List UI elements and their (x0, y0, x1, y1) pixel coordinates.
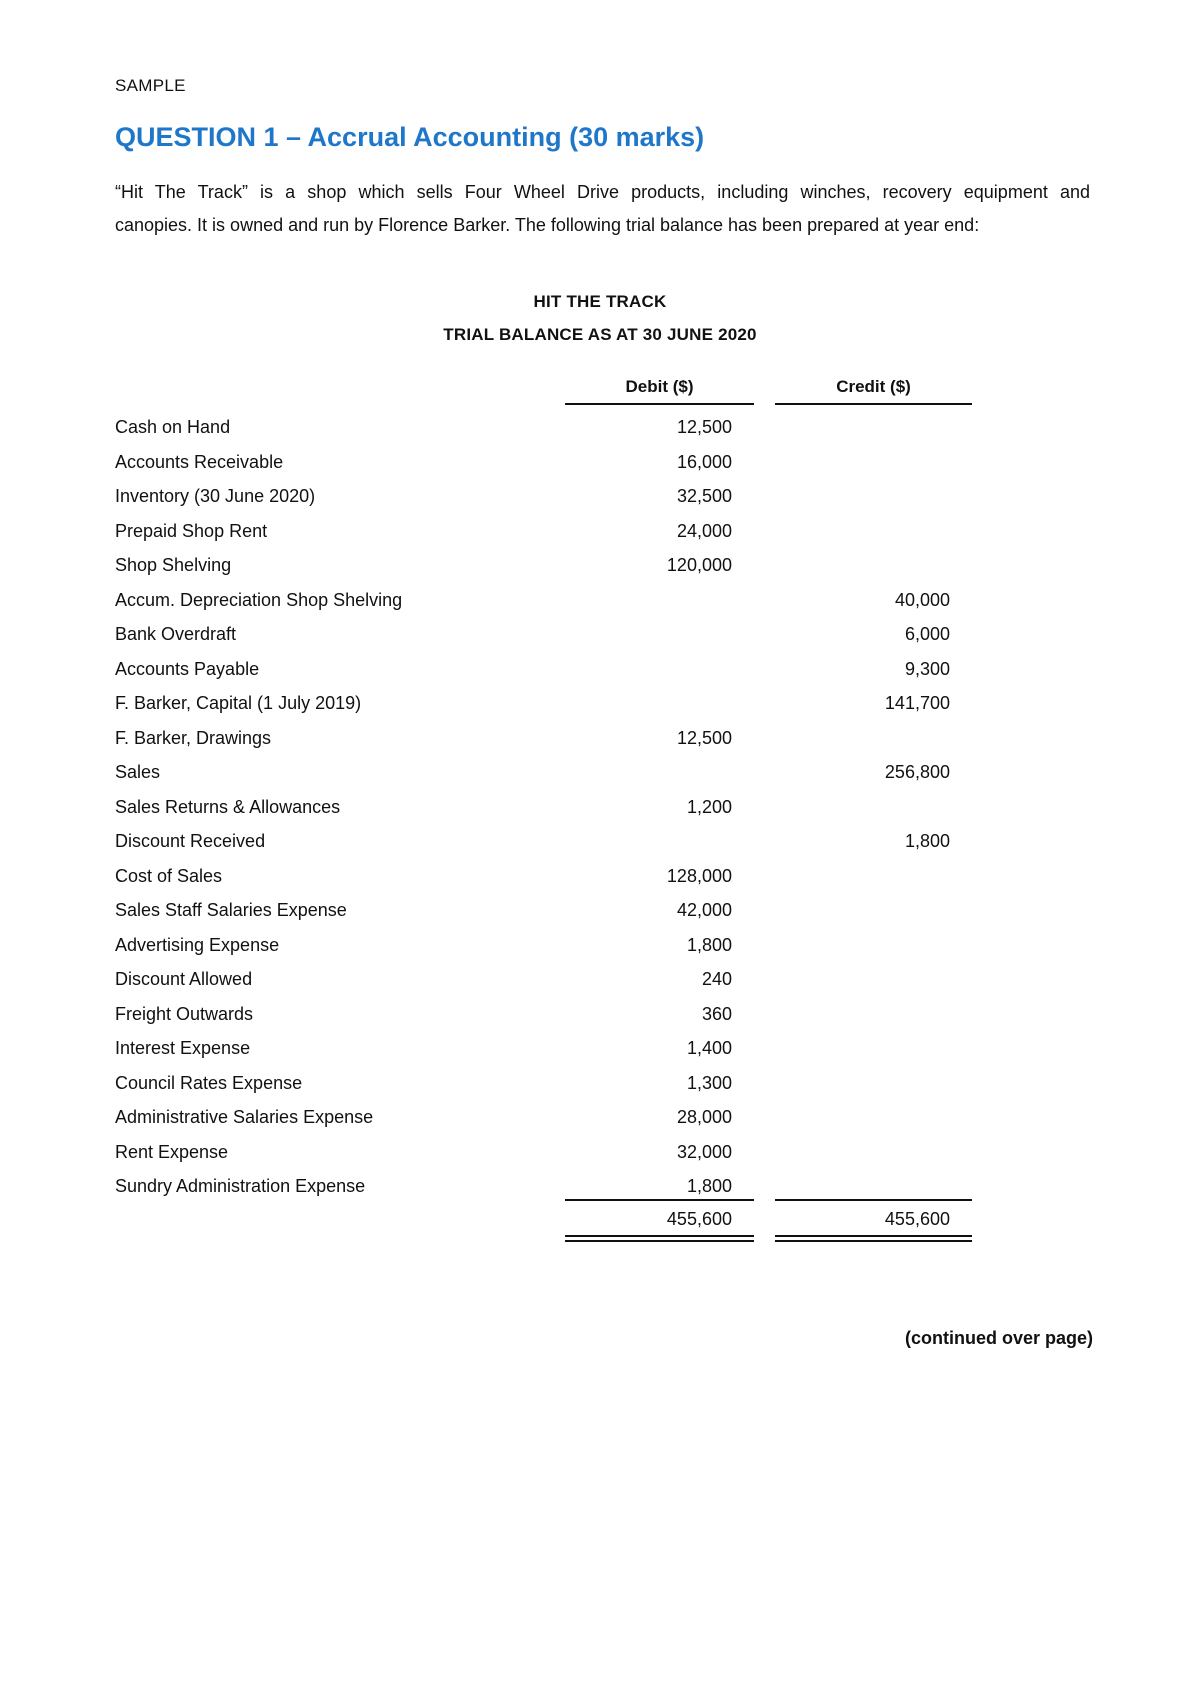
account-name: Freight Outwards (115, 1003, 254, 1024)
table-row (0, 618, 1200, 653)
debit-amount: 1,400 (686, 1038, 732, 1058)
table-row (0, 1136, 1200, 1171)
debit-subtotal-rule (565, 1199, 754, 1201)
table-row (0, 998, 1200, 1033)
debit-total-double-rule (565, 1235, 754, 1242)
credit-amount: 40,000 (894, 589, 950, 610)
table-row (0, 791, 1200, 826)
table-row (0, 756, 1200, 791)
intro-line: canopies. It is owned and run by Florence Barker. The following trial balance has been prepared at year end: (115, 215, 980, 235)
table-row (0, 584, 1200, 619)
account-name: Bank Overdraft (115, 624, 237, 644)
table-row (0, 825, 1200, 860)
debit-amount: 12,500 (676, 727, 732, 748)
sample-label: SAMPLE (115, 76, 186, 95)
question-intro (115, 176, 1090, 242)
table-row (0, 411, 1200, 446)
credit-amount: 256,800 (884, 762, 950, 782)
debit-amount: 28,000 (676, 1107, 732, 1127)
company-name: HIT THE TRACK (533, 292, 667, 311)
credit-subtotal-rule (775, 1199, 972, 1201)
table-row (0, 894, 1200, 929)
account-name: Accum. Depreciation Shop Shelving (115, 589, 403, 610)
trial-balance-title: TRIAL BALANCE AS AT 30 JUNE 2020 (443, 325, 757, 344)
account-name: Inventory (30 June 2020) (115, 486, 316, 506)
intro-line: “Hit The Track” is a shop which sells Four Wheel Drive products, including winches, recovery equipment and (115, 182, 1090, 202)
table-row (0, 1067, 1200, 1102)
account-name: F. Barker, Capital (1 July 2019) (115, 693, 362, 713)
debit-amount: 128,000 (666, 865, 732, 886)
debit-amount: 360 (701, 1003, 732, 1024)
debit-amount: 1,800 (686, 1176, 732, 1196)
credit-amount: 1,800 (904, 831, 950, 851)
account-name: Sundry Administration Expense (115, 1176, 366, 1196)
table-row (0, 1032, 1200, 1067)
table-row (0, 515, 1200, 550)
account-name: Discount Allowed (115, 969, 253, 989)
debit-amount: 1,800 (686, 934, 732, 955)
table-row (0, 1101, 1200, 1136)
debit-amount: 16,000 (676, 451, 732, 472)
account-name: Discount Received (115, 831, 266, 851)
account-name: Interest Expense (115, 1038, 251, 1058)
account-name: Council Rates Expense (115, 1072, 303, 1093)
account-name: Cash on Hand (115, 417, 231, 437)
continued-note: (continued over page) (904, 1328, 1093, 1348)
credit-amount: 9,300 (904, 658, 950, 679)
table-row (0, 860, 1200, 895)
credit-total-double-rule (775, 1235, 972, 1242)
total-debit: 455,600 (666, 1209, 732, 1229)
table-row (0, 722, 1200, 757)
table-row (0, 687, 1200, 722)
account-name: Sales Staff Salaries Expense (115, 900, 347, 920)
total-credit: 455,600 (884, 1209, 950, 1229)
account-name: Accounts Payable (115, 658, 260, 679)
debit-amount: 32,500 (676, 486, 732, 506)
account-name: Advertising Expense (115, 934, 280, 955)
account-name: Prepaid Shop Rent (115, 520, 268, 541)
account-name: F. Barker, Drawings (115, 727, 272, 748)
account-name: Rent Expense (115, 1141, 229, 1162)
table-row (0, 446, 1200, 481)
table-row (0, 549, 1200, 584)
debit-amount: 42,000 (676, 900, 732, 920)
debit-amount: 1,200 (686, 796, 732, 817)
account-name: Cost of Sales (115, 865, 223, 886)
account-name: Shop Shelving (115, 555, 232, 575)
table-row (0, 929, 1200, 964)
debit-amount: 240 (701, 969, 732, 989)
account-name: Accounts Receivable (115, 451, 284, 472)
debit-amount: 120,000 (666, 555, 732, 575)
table-row (0, 963, 1200, 998)
credit-amount: 141,700 (884, 693, 950, 713)
question-title: QUESTION 1 – Accrual Accounting (30 marks) (115, 122, 705, 152)
account-name: Sales (115, 762, 161, 782)
credit-column-header: Credit ($) (775, 377, 972, 405)
debit-amount: 24,000 (676, 520, 732, 541)
table-row (0, 653, 1200, 688)
account-name: Administrative Salaries Expense (115, 1107, 374, 1127)
table-row (0, 480, 1200, 515)
trial-balance-rows (0, 411, 1200, 1205)
credit-amount: 6,000 (904, 624, 950, 644)
debit-amount: 12,500 (676, 417, 732, 437)
debit-amount: 1,300 (686, 1072, 732, 1093)
debit-amount: 32,000 (676, 1141, 732, 1162)
debit-column-header: Debit ($) (565, 377, 754, 405)
account-name: Sales Returns & Allowances (115, 796, 341, 817)
